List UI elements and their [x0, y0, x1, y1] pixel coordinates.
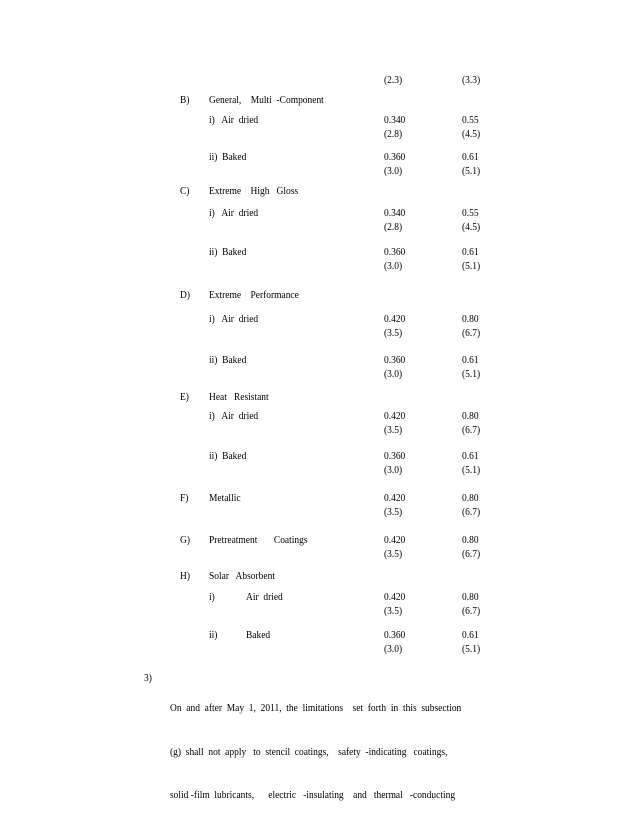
values-h-i-col1: 0.420 (3.5) [384, 591, 406, 617]
values-h-ii-col1: 0.360 (3.0) [384, 629, 406, 655]
values-c-i-col2: 0.55 (4.5) [462, 207, 481, 233]
sub-label-c-ii: ii) Baked [209, 246, 247, 258]
values-g-col1: 0.420 (3.5) [384, 534, 406, 560]
top-row-col1: (2.3) [384, 74, 403, 86]
item-title-b: General, Multi -Component [209, 94, 324, 106]
sub-label-b-ii: ii) Baked [209, 151, 247, 163]
sub-roman-h-ii: ii) [209, 629, 218, 641]
values-e-ii-col2: 0.61 (5.1) [462, 450, 481, 476]
values-b-i-col2: 0.55 (4.5) [462, 114, 481, 140]
values-c-ii-col2: 0.61 (5.1) [462, 246, 481, 272]
values-c-ii-col1: 0.360 (3.0) [384, 246, 406, 272]
sub-label-e-i: i) Air dried [209, 410, 259, 422]
sub-label-e-ii: ii) Baked [209, 450, 247, 462]
values-g-col2: 0.80 (6.7) [462, 534, 481, 560]
values-d-ii-col1: 0.360 (3.0) [384, 354, 406, 380]
paragraph-line-3: solid -film lubricants, electric -insulating and thermal -conducting [170, 789, 456, 801]
sub-label-d-i: i) Air dried [209, 313, 259, 325]
values-b-ii-col2: 0.61 (5.1) [462, 151, 481, 177]
values-c-i-col1: 0.340 (2.8) [384, 207, 406, 233]
sub-label-h-ii: Baked [246, 629, 271, 641]
values-f-col2: 0.80 (6.7) [462, 492, 481, 518]
sub-label-c-i: i) Air dried [209, 207, 259, 219]
values-e-ii-col1: 0.360 (3.0) [384, 450, 406, 476]
item-letter-e: E) [180, 391, 189, 403]
values-d-i-col1: 0.420 (3.5) [384, 313, 406, 339]
values-e-i-col1: 0.420 (3.5) [384, 410, 406, 436]
sub-label-b-i: i) Air dried [209, 114, 259, 126]
values-e-i-col2: 0.80 (6.7) [462, 410, 481, 436]
values-d-i-col2: 0.80 (6.7) [462, 313, 481, 339]
values-d-ii-col2: 0.61 (5.1) [462, 354, 481, 380]
item-letter-g: G) [180, 534, 190, 546]
item-letter-f: F) [180, 492, 189, 504]
item-title-d: Extreme Performance [209, 289, 299, 301]
item-letter-h: H) [180, 570, 190, 582]
paragraph-number: 3) [144, 672, 152, 684]
values-h-ii-col2: 0.61 (5.1) [462, 629, 481, 655]
item-title-h: Solar Absorbent [209, 570, 275, 582]
item-title-f: Metallic [209, 492, 241, 504]
paragraph-3-text [170, 672, 462, 832]
item-title-e: Heat Resistant [209, 391, 269, 403]
values-b-ii-col1: 0.360 (3.0) [384, 151, 406, 177]
item-title-c: Extreme High Gloss [209, 185, 299, 197]
sub-label-h-i: Air dried [246, 591, 283, 603]
top-row-col2: (3.3) [462, 74, 481, 86]
item-title-g: Pretreatment Coatings [209, 534, 308, 546]
sub-roman-h-i: i) [209, 591, 215, 603]
values-b-i-col1: 0.340 (2.8) [384, 114, 406, 140]
paragraph-line-2: (g) shall not apply to stencil coatings, safety -indicating coatings, [170, 745, 448, 758]
item-letter-b: B) [180, 94, 190, 106]
values-f-col1: 0.420 (3.5) [384, 492, 406, 518]
item-letter-c: C) [180, 185, 190, 197]
values-h-i-col2: 0.80 (6.7) [462, 591, 481, 617]
paragraph-line-1: On and after May 1, 2011, the limitations set forth in this subsection [170, 702, 462, 714]
item-letter-d: D) [180, 289, 190, 301]
sub-label-d-ii: ii) Baked [209, 354, 247, 366]
